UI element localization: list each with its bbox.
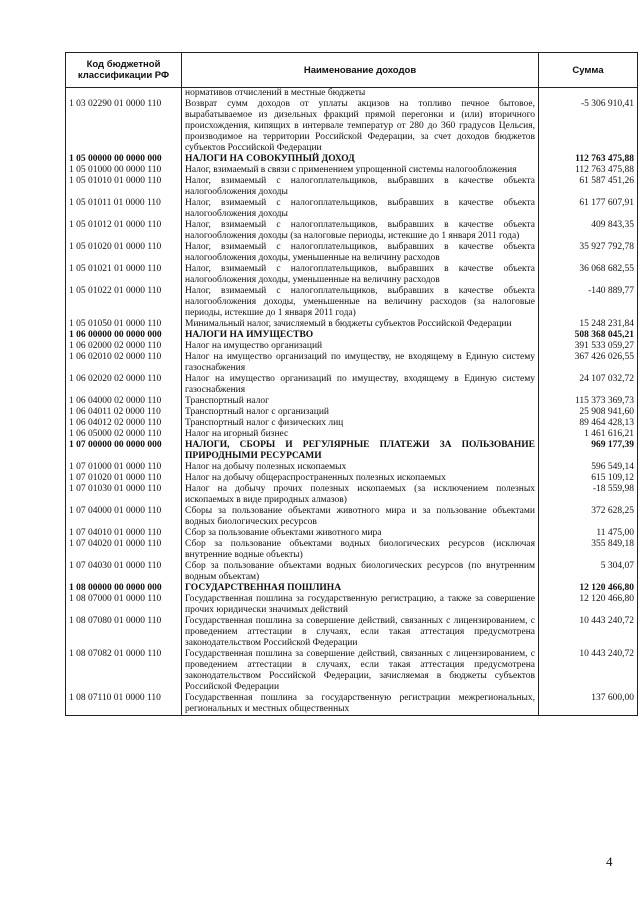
row-sum: 61 587 451,26 <box>539 176 638 198</box>
row-code: 1 08 07000 01 0000 110 <box>66 594 182 616</box>
row-sum <box>539 88 638 100</box>
table-row <box>66 330 638 341</box>
table-row <box>66 374 638 396</box>
table-row <box>66 198 638 220</box>
row-name: Минимальный налог, зачисляемый в бюджеты субъектов Российской Федерации <box>182 319 539 330</box>
row-name: Возврат сумм доходов от уплаты акцизов на топливо печное бытовое, вырабатываемое из дизельных фракций прямой перегонки и (или) вторичного происхождения, кипящих в интервале температур от 280 до 360 градусов Цельсия, производимое на территории Российской Федерации, за счет доходов бюджетов субъектов Российской Федерации <box>182 99 539 154</box>
row-sum: 137 600,00 <box>539 693 638 716</box>
row-sum: -18 559,98 <box>539 484 638 506</box>
table-row <box>66 429 638 440</box>
table-row <box>66 99 638 154</box>
row-sum: 35 927 792,78 <box>539 242 638 264</box>
row-name: НАЛОГИ, СБОРЫ И РЕГУЛЯРНЫЕ ПЛАТЕЖИ ЗА ПОЛЬЗОВАНИЕ ПРИРОДНЫМИ РЕСУРСАМИ <box>182 440 539 462</box>
row-sum: 24 107 032,72 <box>539 374 638 396</box>
row-name: Сборы за пользование объектами животного мира и за пользование объектами водных биологических ресурсов <box>182 506 539 528</box>
row-code: 1 08 07110 01 0000 110 <box>66 693 182 716</box>
row-sum: 367 426 026,55 <box>539 352 638 374</box>
row-code: 1 05 01000 00 0000 110 <box>66 165 182 176</box>
header-code: Код бюджетной классификации РФ <box>66 53 182 88</box>
table-row <box>66 264 638 286</box>
revenue-table-page <box>65 52 637 716</box>
row-name: нормативов отчислений в местные бюджеты <box>182 88 539 100</box>
table-row <box>66 352 638 374</box>
row-name: Государственная пошлина за совершение действий, связанных с лицензированием, с проведением аттестации в случаях, если такая аттестация предусмотрена законодательством Российской Федерации, зачисляемая в бюджеты субъектов Российской Федерации <box>182 649 539 693</box>
row-sum: 25 908 941,60 <box>539 407 638 418</box>
row-code: 1 05 01020 01 0000 110 <box>66 242 182 264</box>
row-name: Транспортный налог <box>182 396 539 407</box>
row-name: Налог на добычу прочих полезных ископаемых (за исключением полезных ископаемых в виде природных алмазов) <box>182 484 539 506</box>
row-sum: 5 304,07 <box>539 561 638 583</box>
row-name: Налог на добычу общераспространенных полезных ископаемых <box>182 473 539 484</box>
row-sum: 12 120 466,80 <box>539 583 638 594</box>
row-sum: 508 368 045,21 <box>539 330 638 341</box>
table-row <box>66 506 638 528</box>
row-name: Налог, взимаемый с налогоплательщиков, выбравших в качестве объекта налогообложения доходы, уменьшенные на величину расходов <box>182 264 539 286</box>
table-row <box>66 341 638 352</box>
table-body <box>66 88 638 716</box>
row-name: ГОСУДАРСТВЕННАЯ ПОШЛИНА <box>182 583 539 594</box>
table-row <box>66 528 638 539</box>
row-code: 1 05 01021 01 0000 110 <box>66 264 182 286</box>
row-name: НАЛОГИ НА ИМУЩЕСТВО <box>182 330 539 341</box>
row-code: 1 06 02020 02 0000 110 <box>66 374 182 396</box>
row-sum: 36 068 682,55 <box>539 264 638 286</box>
row-code: 1 05 01011 01 0000 110 <box>66 198 182 220</box>
table-row <box>66 407 638 418</box>
row-name: НАЛОГИ НА СОВОКУПНЫЙ ДОХОД <box>182 154 539 165</box>
row-code <box>66 88 182 100</box>
row-code: 1 07 01020 01 0000 110 <box>66 473 182 484</box>
row-code: 1 06 00000 00 0000 000 <box>66 330 182 341</box>
row-code: 1 05 00000 00 0000 000 <box>66 154 182 165</box>
row-code: 1 07 04020 01 0000 110 <box>66 539 182 561</box>
row-code: 1 07 01030 01 0000 110 <box>66 484 182 506</box>
row-sum: 112 763 475,88 <box>539 165 638 176</box>
table-row <box>66 396 638 407</box>
row-name: Транспортный налог с физических лиц <box>182 418 539 429</box>
table-row <box>66 539 638 561</box>
row-code: 1 07 01000 01 0000 110 <box>66 462 182 473</box>
table-row <box>66 561 638 583</box>
row-sum: 10 443 240,72 <box>539 616 638 649</box>
row-name: Налог на имущество организаций по имуществу, не входящему в Единую систему газоснабжения <box>182 352 539 374</box>
table-row <box>66 418 638 429</box>
row-name: Налог, взимаемый с налогоплательщиков, выбравших в качестве объекта налогообложения доходы, уменьшенные на величину расходов <box>182 242 539 264</box>
table-row <box>66 462 638 473</box>
row-code: 1 06 05000 02 0000 110 <box>66 429 182 440</box>
row-sum: -5 306 910,41 <box>539 99 638 154</box>
row-sum: 1 461 616,21 <box>539 429 638 440</box>
page-number: 4 <box>606 854 613 869</box>
row-code: 1 06 04000 02 0000 110 <box>66 396 182 407</box>
row-name: Налог, взимаемый с налогоплательщиков, выбравших в качестве объекта налогообложения доходы <box>182 198 539 220</box>
row-name: Сбор за пользование объектами животного мира <box>182 528 539 539</box>
row-name: Налог, взимаемый с налогоплательщиков, выбравших в качестве объекта налогообложения доходы (за налоговые периоды, истекшие до 1 января 2011 года) <box>182 220 539 242</box>
row-name: Налог, взимаемый с налогоплательщиков, выбравших в качестве объекта налогообложения доходы <box>182 176 539 198</box>
row-sum: 391 533 059,27 <box>539 341 638 352</box>
table-row <box>66 594 638 616</box>
row-code: 1 08 07080 01 0000 110 <box>66 616 182 649</box>
table-row <box>66 583 638 594</box>
row-code: 1 03 02290 01 0000 110 <box>66 99 182 154</box>
table-row <box>66 88 638 100</box>
row-sum: 15 248 231,84 <box>539 319 638 330</box>
row-sum: 61 177 607,91 <box>539 198 638 220</box>
row-code: 1 05 01050 01 0000 110 <box>66 319 182 330</box>
table-row <box>66 176 638 198</box>
row-code: 1 07 04030 01 0000 110 <box>66 561 182 583</box>
table-row <box>66 154 638 165</box>
row-name: Налог на имущество организаций по имуществу, входящему в Единую систему газоснабжения <box>182 374 539 396</box>
row-name: Налог на игорный бизнес <box>182 429 539 440</box>
table-row <box>66 473 638 484</box>
table-header-row <box>66 53 638 88</box>
table-row <box>66 220 638 242</box>
header-name: Наименование доходов <box>182 53 539 88</box>
row-sum: 115 373 369,73 <box>539 396 638 407</box>
table-row <box>66 484 638 506</box>
row-sum: 89 464 428,13 <box>539 418 638 429</box>
row-name: Государственная пошлина за государственную регистрации межрегиональных, региональных и местных общественных <box>182 693 539 716</box>
table-row <box>66 693 638 716</box>
row-name: Государственная пошлина за государственную регистрацию, а также за совершение прочих юридически значимых действий <box>182 594 539 616</box>
row-name: Налог на добычу полезных ископаемых <box>182 462 539 473</box>
row-sum: 12 120 466,80 <box>539 594 638 616</box>
row-name: Государственная пошлина за совершение действий, связанных с лицензированием, с проведением аттестации в случаях, если такая аттестация предусмотрена законодательством Российской Федерации <box>182 616 539 649</box>
row-sum: 596 549,14 <box>539 462 638 473</box>
table-row <box>66 165 638 176</box>
row-code: 1 08 00000 00 0000 000 <box>66 583 182 594</box>
row-code: 1 05 01022 01 0000 110 <box>66 286 182 319</box>
row-sum: -140 889,77 <box>539 286 638 319</box>
revenue-table <box>65 52 638 716</box>
row-name: Сбор за пользование объектами водных биологических ресурсов (по внутренним водным объектам) <box>182 561 539 583</box>
row-name: Налог, взимаемый в связи с применением упрощенной системы налогообложения <box>182 165 539 176</box>
table-row <box>66 319 638 330</box>
row-sum: 11 475,00 <box>539 528 638 539</box>
row-name: Налог на имущество организаций <box>182 341 539 352</box>
row-sum: 10 443 240,72 <box>539 649 638 693</box>
row-code: 1 07 04000 01 0000 110 <box>66 506 182 528</box>
row-code: 1 06 02000 02 0000 110 <box>66 341 182 352</box>
row-code: 1 06 04012 02 0000 110 <box>66 418 182 429</box>
row-name: Налог, взимаемый с налогоплательщиков, выбравших в качестве объекта налогообложения доходы, уменьшенные на величину расходов (за налоговые периоды, истекшие до 1 января 2011 года) <box>182 286 539 319</box>
row-sum: 615 109,12 <box>539 473 638 484</box>
table-row <box>66 440 638 462</box>
row-sum: 372 628,25 <box>539 506 638 528</box>
table-row <box>66 616 638 649</box>
row-code: 1 07 04010 01 0000 110 <box>66 528 182 539</box>
table-row <box>66 242 638 264</box>
row-sum: 409 843,35 <box>539 220 638 242</box>
row-code: 1 06 04011 02 0000 110 <box>66 407 182 418</box>
row-code: 1 07 00000 00 0000 000 <box>66 440 182 462</box>
row-name: Сбор за пользование объектами водных биологических ресурсов (исключая внутренние водные объекты) <box>182 539 539 561</box>
table-row <box>66 286 638 319</box>
row-code: 1 08 07082 01 0000 110 <box>66 649 182 693</box>
row-code: 1 06 02010 02 0000 110 <box>66 352 182 374</box>
row-sum: 112 763 475,88 <box>539 154 638 165</box>
table-row <box>66 649 638 693</box>
row-sum: 355 849,18 <box>539 539 638 561</box>
row-sum: 969 177,39 <box>539 440 638 462</box>
row-name: Транспортный налог с организаций <box>182 407 539 418</box>
row-code: 1 05 01012 01 0000 110 <box>66 220 182 242</box>
row-code: 1 05 01010 01 0000 110 <box>66 176 182 198</box>
header-sum: Сумма <box>539 53 638 88</box>
